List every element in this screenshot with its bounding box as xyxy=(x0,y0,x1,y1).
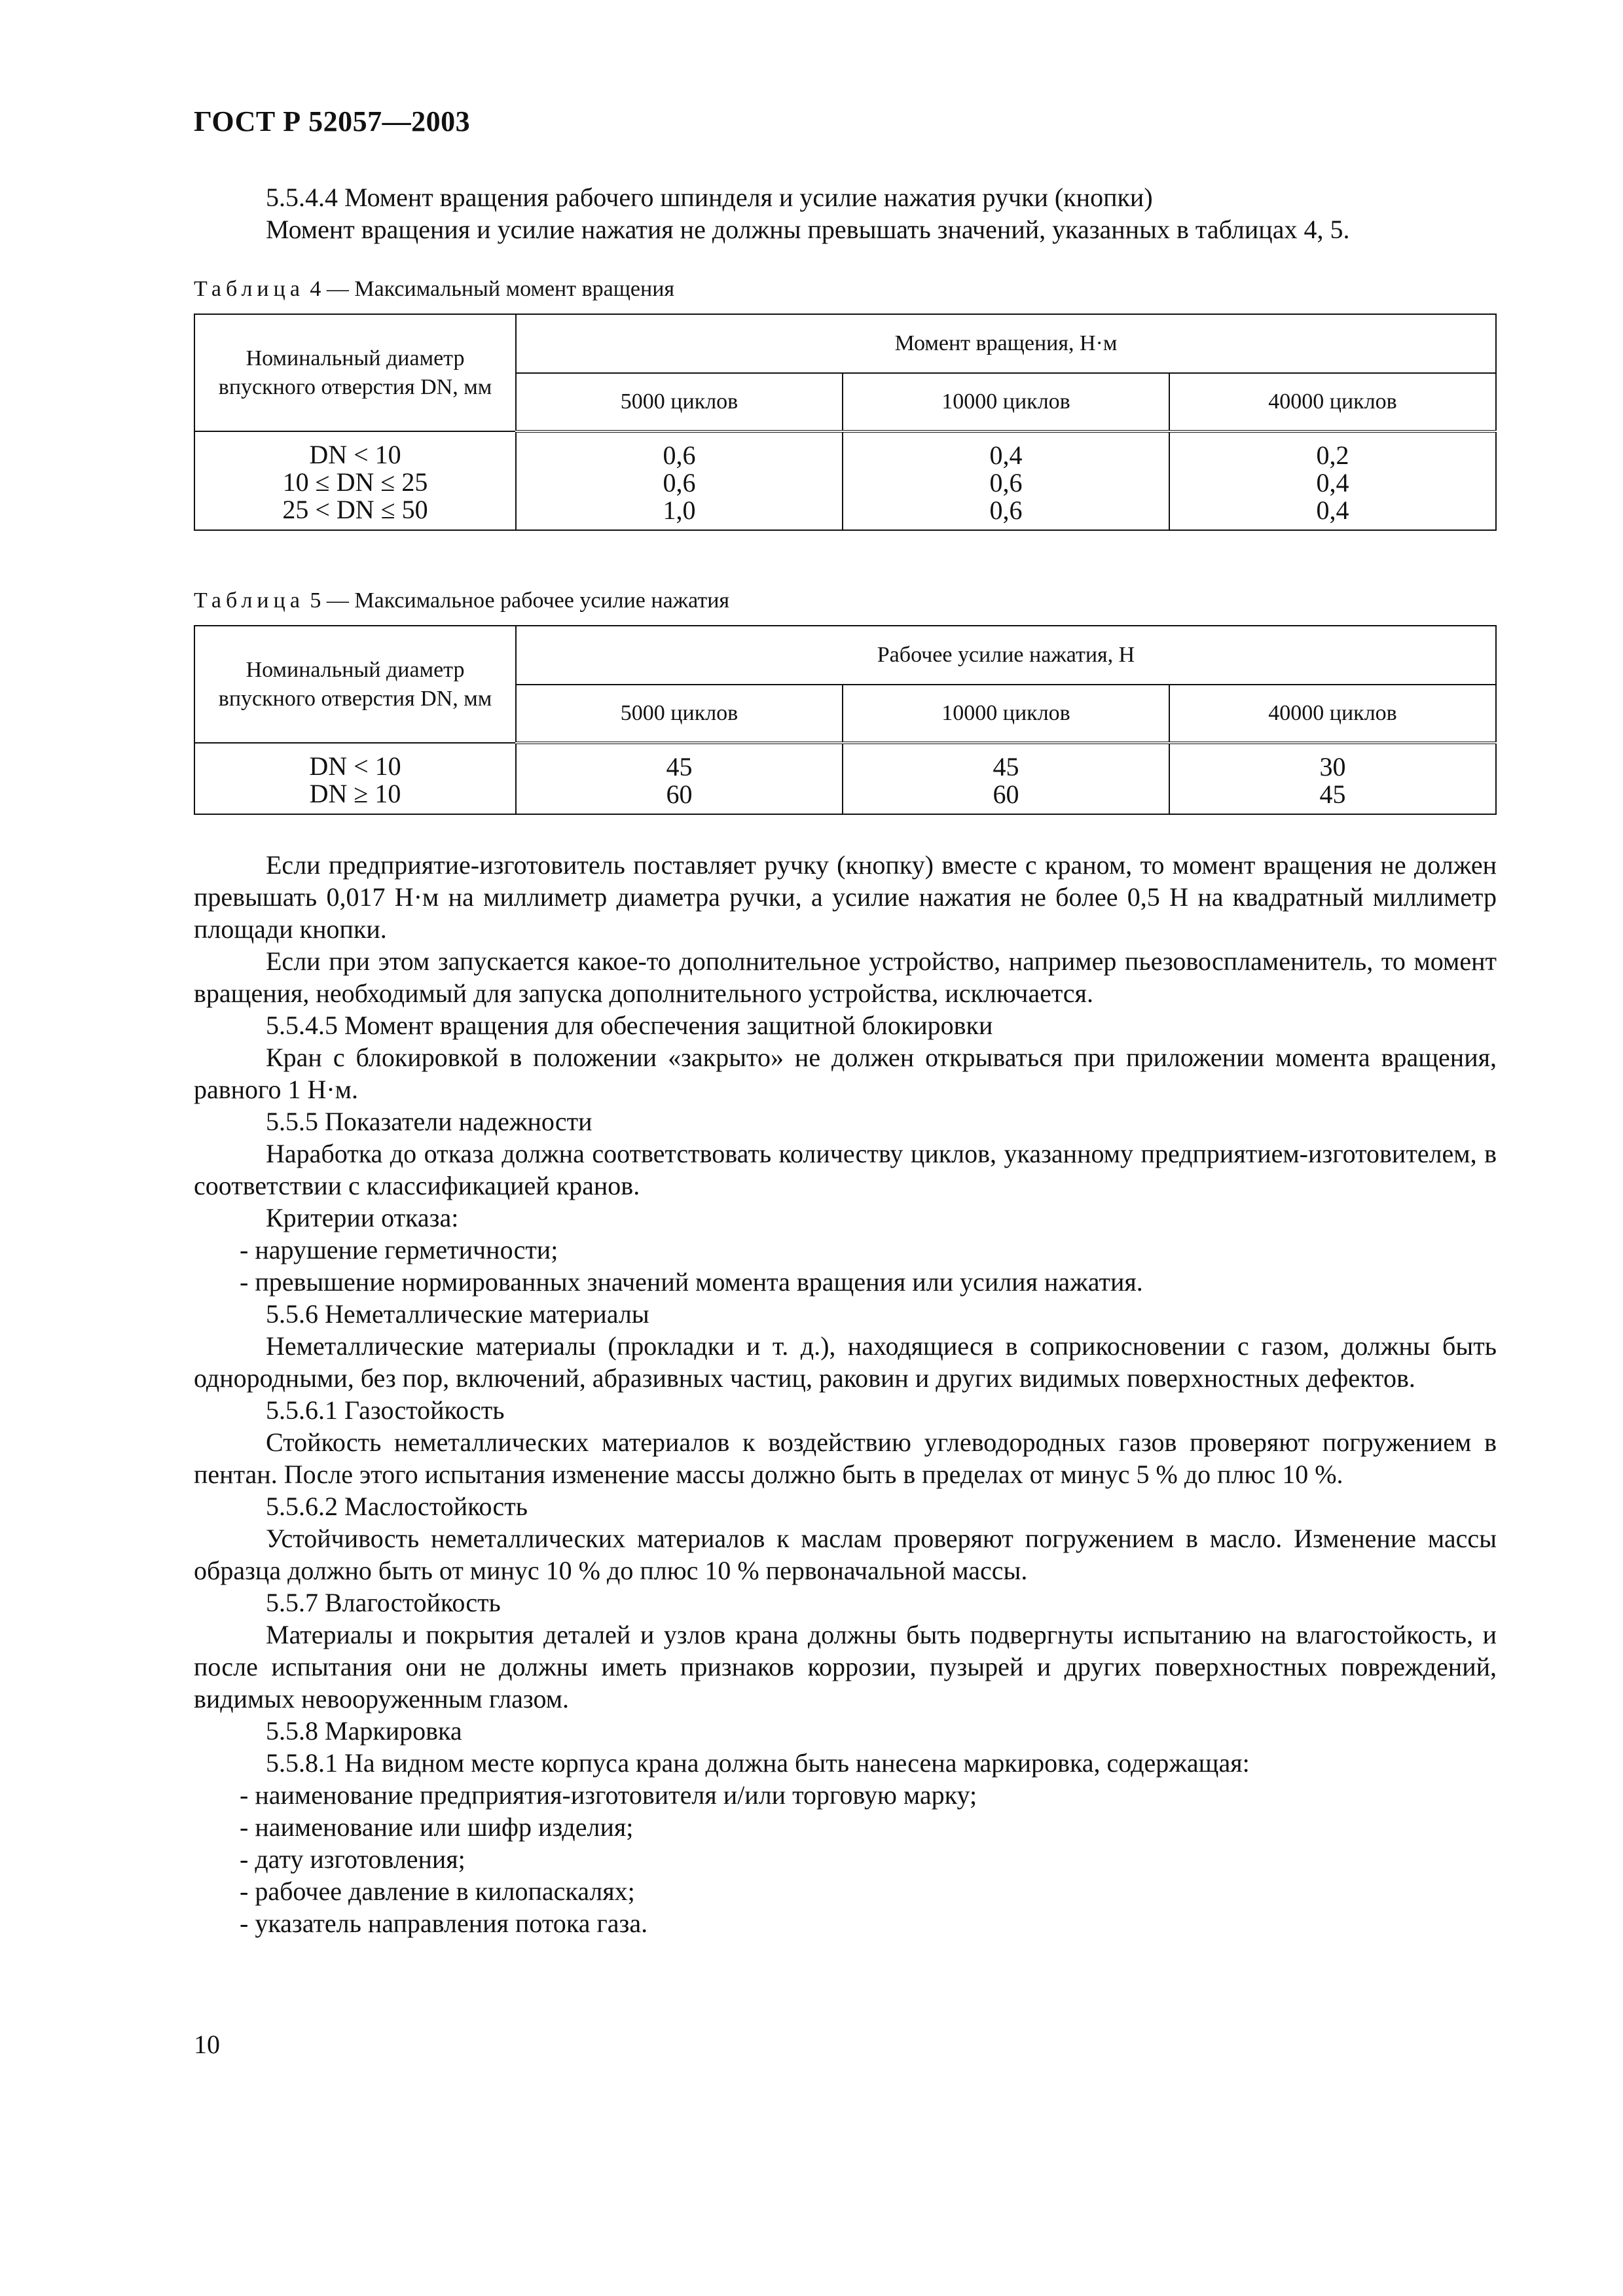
sub-header: 5000 циклов xyxy=(516,685,843,743)
row-label: DN ≥ 10 xyxy=(309,779,401,808)
table-cell xyxy=(1169,431,1496,530)
document-header: ГОСТ Р 52057—2003 xyxy=(194,105,471,137)
cell-value: 0,6 xyxy=(989,495,1023,525)
sub-header: 40000 циклов xyxy=(1169,373,1496,431)
column-header-diameter: Номинальный диаметр впускного отверстия DN, мм xyxy=(194,626,516,743)
table-4 xyxy=(194,314,1497,531)
paragraph: 5.5.4.4 Момент вращения рабочего шпинделя и усилие нажатия ручки (кнопки) xyxy=(266,183,1153,212)
list-item: - нарушение герметичности; xyxy=(240,1235,558,1265)
list-item: - наименование или шифр изделия; xyxy=(240,1812,634,1842)
section-heading: 5.5.6.1 Газостойкость xyxy=(266,1395,505,1425)
cell-value: 0,6 xyxy=(663,468,696,497)
cell-value: 60 xyxy=(993,780,1019,809)
table-cell xyxy=(843,743,1169,814)
caption-text: 4 — Максимальный момент вращения xyxy=(304,277,675,301)
caption-label: Таблица xyxy=(194,277,304,301)
sub-header: 10000 циклов xyxy=(843,373,1169,431)
table-5 xyxy=(194,625,1497,815)
paragraph: Устойчивость неметаллических материалов к маслам проверяют погружением в масло. Изменение массы образца должно быть от минус 10 % до плюс 10 % первоначальной массы. xyxy=(194,1524,1497,1585)
table-cell xyxy=(194,743,516,814)
cell-value: 0,4 xyxy=(1316,468,1349,497)
section-heading: 5.5.4.5 Момент вращения для обеспечения защитной блокировки xyxy=(266,1011,993,1040)
cell-value: 1,0 xyxy=(663,495,696,525)
caption-label: Таблица xyxy=(194,588,304,613)
table-5-caption xyxy=(194,588,1497,613)
row-label: 25 < DN ≤ 50 xyxy=(282,495,428,524)
list-item: - дату изготовления; xyxy=(240,1844,465,1874)
cell-value: 0,4 xyxy=(1316,495,1349,525)
paragraph: Материалы и покрытия деталей и узлов крана должны быть подвергнуты испытанию на влагостойкость, и после испытания они не должны иметь признаков коррозии, пузырей и других поверхностных повреждений, видимых невооруженным глазом. xyxy=(194,1620,1497,1713)
paragraph: Кран с блокировкой в положении «закрыто» не должен открываться при приложении момента вращения, равного 1 Н·м. xyxy=(194,1043,1497,1104)
group-header-force: Рабочее усилие нажатия, Н xyxy=(516,626,1496,685)
table-cell xyxy=(843,431,1169,530)
table-cell xyxy=(516,743,843,814)
table-cell xyxy=(516,431,843,530)
cell-value: 45 xyxy=(666,752,693,781)
list-item: - указатель направления потока газа. xyxy=(240,1909,648,1938)
table-row xyxy=(194,431,1496,530)
list-item: - рабочее давление в килопаскалях; xyxy=(240,1876,635,1906)
cell-value: 30 xyxy=(1319,752,1346,781)
paragraph: Критерии отказа: xyxy=(266,1203,459,1232)
section-heading: 5.5.6 Неметаллические материалы xyxy=(266,1299,649,1329)
paragraph: Момент вращения и усилие нажатия не должны превышать значений, указанных в таблицах 4, 5. xyxy=(266,215,1350,244)
section-heading: 5.5.8 Маркировка xyxy=(266,1716,462,1746)
paragraph: Если при этом запускается какое-то дополнительное устройство, например пьезовоспламенитель, то момент вращения, необходимый для запуска дополнительного устройства, исключается. xyxy=(194,946,1497,1008)
section-heading: 5.5.7 Влагостойкость xyxy=(266,1588,501,1617)
group-header-torque: Момент вращения, Н·м xyxy=(516,314,1496,373)
section-heading: 5.5.6.2 Маслостойкость xyxy=(266,1492,528,1521)
cell-value: 60 xyxy=(666,780,693,809)
paragraph: Если предприятие-изготовитель поставляет ручку (кнопку) вместе с краном, то момент вращения не должен превышать 0,017 Н·м на миллиметр диаметра ручки, а усилие нажатия не более 0,5 Н на квадратный миллиметр площади кнопки. xyxy=(194,850,1497,944)
row-label: DN < 10 xyxy=(309,751,401,781)
cell-value: 45 xyxy=(1319,780,1346,809)
list-item: - наименование предприятия-изготовителя и/или торговую марку; xyxy=(240,1780,977,1810)
table-cell xyxy=(1169,743,1496,814)
page-number: 10 xyxy=(194,2030,220,2059)
paragraph: Стойкость неметаллических материалов к воздействию углеводородных газов проверяют погружением в пентан. После этого испытания изменение массы должно быть в пределах от минус 5 % до плюс 10 %. xyxy=(194,1427,1497,1489)
document-page xyxy=(194,105,1497,1939)
cell-value: 45 xyxy=(993,752,1019,781)
paragraph: Наработка до отказа должна соответствовать количеству циклов, указанному предприятием-изготовителем, в соответствии с классификацией кранов. xyxy=(194,1139,1497,1200)
cell-value: 0,4 xyxy=(989,440,1023,470)
cell-value: 0,2 xyxy=(1316,440,1349,470)
paragraph: Неметаллические материалы (прокладки и т. д.), находящиеся в соприкосновении с газом, должны быть однородными, без пор, включений, абразивных частиц, раковин и других видимых поверхностных дефектов. xyxy=(194,1331,1497,1393)
caption-text: 5 — Максимальное рабочее усилие нажатия xyxy=(304,588,730,613)
row-label: 10 ≤ DN ≤ 25 xyxy=(282,467,428,497)
cell-value: 0,6 xyxy=(663,440,696,470)
column-header-diameter: Номинальный диаметр впускного отверстия DN, мм xyxy=(194,314,516,431)
section-heading: 5.5.5 Показатели надежности xyxy=(266,1107,593,1136)
paragraph: 5.5.8.1 На видном месте корпуса крана должна быть нанесена маркировка, содержащая: xyxy=(266,1748,1250,1778)
table-cell xyxy=(194,431,516,530)
table-row xyxy=(194,743,1496,814)
sub-header: 5000 циклов xyxy=(516,373,843,431)
table-4-caption xyxy=(194,277,1497,302)
sub-header: 10000 циклов xyxy=(843,685,1169,743)
row-label: DN < 10 xyxy=(309,440,401,469)
list-item: - превышение нормированных значений момента вращения или усилия нажатия. xyxy=(240,1267,1143,1297)
cell-value: 0,6 xyxy=(989,468,1023,497)
sub-header: 40000 циклов xyxy=(1169,685,1496,743)
